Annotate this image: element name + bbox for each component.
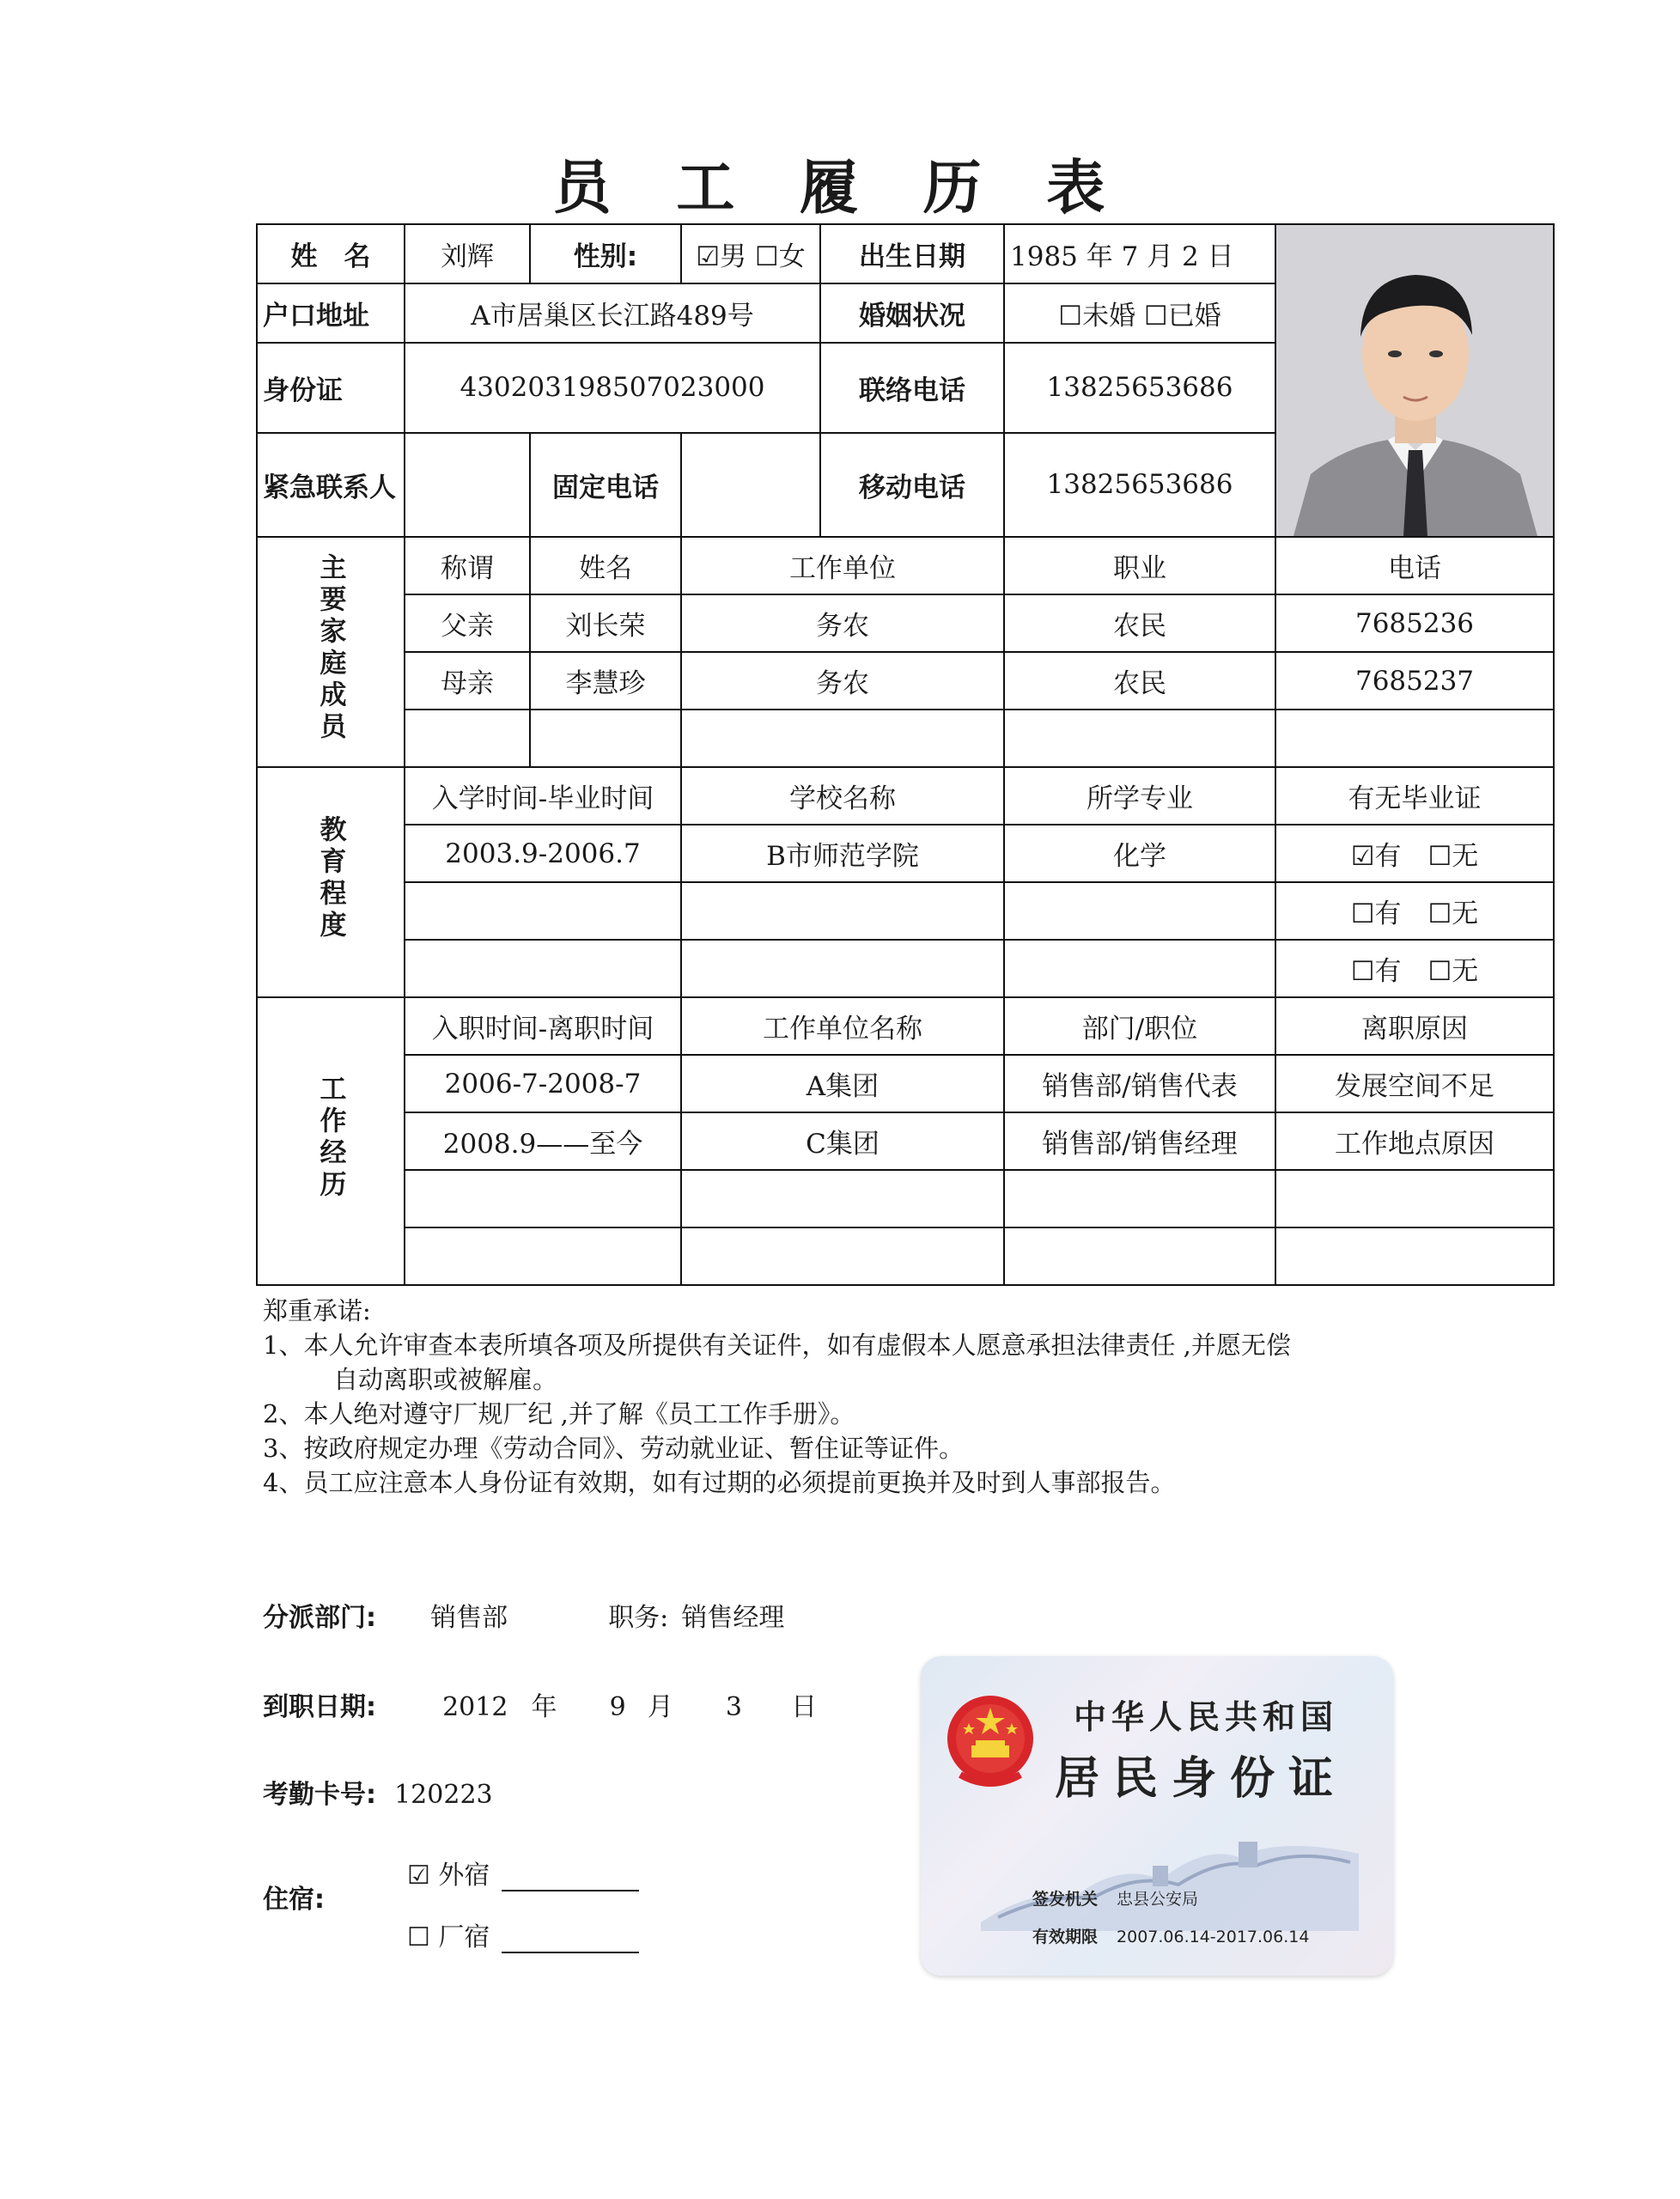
work-cell[interactable]	[405, 1170, 681, 1227]
work-cell[interactable]	[681, 1170, 1004, 1227]
family-cell[interactable]: 务农	[681, 594, 1004, 652]
id-card-title: 居民身份证	[1055, 1752, 1348, 1805]
lodging-in-row	[407, 1916, 639, 1953]
family-cell[interactable]: 7685236	[1275, 594, 1554, 652]
start-date-row	[263, 1685, 817, 1723]
table-row	[257, 882, 1554, 940]
family-header: 姓名	[530, 537, 681, 594]
lodging-label: 住宿:	[263, 1885, 325, 1915]
education-cell[interactable]: 2003.9-2006.7	[405, 825, 681, 882]
landline-label: 固定电话	[530, 433, 681, 537]
work-cell[interactable]: 2008.9——至今	[405, 1112, 681, 1170]
family-header: 电话	[1275, 537, 1554, 594]
contact-phone-value[interactable]: 13825653686	[1004, 343, 1275, 433]
education-section-cell	[257, 767, 405, 997]
month-unit: 月	[647, 1692, 673, 1722]
work-cell[interactable]	[1004, 1170, 1275, 1227]
work-cell[interactable]	[1275, 1227, 1554, 1285]
family-cell[interactable]: 农民	[1004, 652, 1275, 710]
id-card-issuer-row	[1032, 1886, 1198, 1910]
start-month[interactable]: 9	[609, 1692, 626, 1722]
education-cell[interactable]: B市师范学院	[681, 825, 1004, 882]
table-row	[257, 652, 1554, 710]
diploma-checkboxes[interactable]: ☐有 ☐无	[1275, 940, 1554, 997]
id-card-validity-label: 有效期限	[1032, 1928, 1099, 1946]
family-header: 工作单位	[681, 537, 1004, 594]
national-emblem-icon	[943, 1689, 1038, 1799]
work-header: 离职原因	[1275, 997, 1554, 1055]
family-cell[interactable]: 农民	[1004, 594, 1275, 652]
pledge-item: 自动离职或被解雇。	[333, 1365, 558, 1394]
education-header: 学校名称	[681, 767, 1004, 825]
lodging-out-row	[407, 1854, 639, 1891]
employee-photo	[1276, 225, 1553, 536]
pledge-item: 2、本人绝对遵守厂规厂纪 ,并了解《员工工作手册》。	[263, 1399, 855, 1428]
contact-phone-label: 联络电话	[820, 343, 1004, 433]
education-cell[interactable]	[681, 940, 1004, 997]
start-year[interactable]: 2012	[442, 1692, 508, 1722]
family-cell[interactable]: 7685237	[1275, 652, 1554, 710]
marital-label: 婚姻状况	[820, 283, 1004, 343]
name-label: 姓 名	[257, 224, 405, 283]
id-card-validity-row	[1032, 1924, 1309, 1947]
work-section-label: 工作经历	[314, 1074, 346, 1202]
marital-checkboxes[interactable]: ☐未婚 ☐已婚	[1004, 283, 1275, 343]
form-title: 员 工 履 历 表	[552, 155, 1128, 222]
emergency-label: 紧急联系人	[257, 433, 405, 537]
gender-checkboxes[interactable]: ☑男 ☐女	[681, 224, 820, 283]
id-card-issuer-label: 签发机关	[1032, 1890, 1099, 1909]
table-row	[257, 1055, 1554, 1112]
name-value[interactable]: 刘辉	[405, 224, 530, 283]
hukou-label: 户口地址	[257, 283, 405, 343]
pledge-item: 3、按政府规定办理《劳动合同》、劳动就业证、暂住证等证件。	[263, 1434, 964, 1463]
education-section-label: 教育程度	[314, 815, 346, 942]
family-section-label: 主要家庭成员	[314, 553, 346, 744]
table-row	[257, 825, 1554, 882]
table-row	[257, 710, 1554, 767]
work-cell[interactable]	[405, 1227, 681, 1285]
birth-label: 出生日期	[820, 224, 1004, 283]
work-cell[interactable]: 发展空间不足	[1275, 1055, 1554, 1112]
family-cell[interactable]: 父亲	[405, 594, 530, 652]
dept-row	[263, 1596, 784, 1634]
id-label: 身份证	[257, 343, 405, 433]
work-cell[interactable]: A集团	[681, 1055, 1004, 1112]
start-day[interactable]: 3	[725, 1692, 743, 1722]
card-value[interactable]: 120223	[394, 1780, 493, 1810]
family-section-cell	[257, 537, 405, 767]
table-row	[257, 1170, 1554, 1227]
education-cell[interactable]	[681, 882, 1004, 940]
family-cell[interactable]: 李慧珍	[530, 652, 681, 710]
landline-value[interactable]	[681, 433, 820, 537]
card-label: 考勤卡号:	[263, 1780, 376, 1810]
family-cell[interactable]	[405, 710, 530, 767]
work-header: 入职时间-离职时间	[405, 997, 681, 1055]
education-cell[interactable]	[1004, 940, 1275, 997]
emergency-value[interactable]	[405, 433, 530, 537]
education-header: 所学专业	[1004, 767, 1275, 825]
work-cell[interactable]	[1004, 1227, 1275, 1285]
pledge-heading: 郑重承诺:	[263, 1296, 371, 1325]
work-cell[interactable]	[681, 1227, 1004, 1285]
work-header: 工作单位名称	[681, 997, 1004, 1055]
table-row	[257, 1227, 1554, 1285]
dept-label: 分派部门:	[263, 1603, 376, 1633]
work-cell[interactable]: 工作地点原因	[1275, 1112, 1554, 1170]
diploma-checkboxes[interactable]: ☐有 ☐无	[1275, 882, 1554, 940]
birth-value[interactable]: 1985 年 7 月 2 日	[1004, 224, 1275, 283]
education-cell[interactable]: 化学	[1004, 825, 1275, 882]
family-header: 职业	[1004, 537, 1275, 594]
work-section-cell	[257, 997, 405, 1285]
work-cell[interactable]: 销售部/销售经理	[1004, 1112, 1275, 1170]
pledge-section	[263, 1294, 1291, 1500]
education-header: 有无毕业证	[1275, 767, 1554, 825]
mobile-value[interactable]: 13825653686	[1004, 433, 1275, 537]
dept-value[interactable]: 销售部	[430, 1603, 508, 1633]
work-cell[interactable]: 销售部/销售代表	[1004, 1055, 1275, 1112]
education-header: 入学时间-毕业时间	[405, 767, 681, 825]
family-cell[interactable]	[681, 710, 1004, 767]
start-date-label: 到职日期:	[263, 1692, 376, 1722]
family-cell[interactable]	[530, 710, 681, 767]
id-card-validity: 2007.06.14-2017.06.14	[1117, 1928, 1310, 1946]
pledge-item: 1、本人允许审查本表所填各项及所提供有关证件，如有虚假本人愿意承担法律责任 ,并愿无偿	[263, 1331, 1291, 1360]
id-card-issuer: 忠县公安局	[1117, 1890, 1199, 1909]
family-cell[interactable]	[1004, 710, 1275, 767]
id-card-image	[921, 1656, 1393, 1976]
table-row	[257, 940, 1554, 997]
family-cell[interactable]	[1275, 710, 1554, 767]
family-cell[interactable]: 母亲	[405, 652, 530, 710]
education-cell[interactable]	[405, 940, 681, 997]
education-cell[interactable]	[405, 882, 681, 940]
family-header: 称谓	[405, 537, 530, 594]
work-cell[interactable]: 2006-7-2008-7	[405, 1055, 681, 1112]
day-unit: 日	[791, 1692, 818, 1722]
position-label: 职务:	[608, 1603, 669, 1633]
hukou-value[interactable]: A市居巢区长江路489号	[405, 283, 820, 343]
lodging-in-line[interactable]	[502, 1928, 639, 1953]
table-row	[257, 1112, 1554, 1170]
table-row	[257, 594, 1554, 652]
family-cell[interactable]: 刘长荣	[530, 594, 681, 652]
lodging-in-checkbox[interactable]: ☐ 厂宿	[407, 1922, 490, 1952]
card-row	[263, 1773, 493, 1811]
work-cell[interactable]: C集团	[681, 1112, 1004, 1170]
year-unit: 年	[531, 1692, 557, 1722]
work-header: 部门/职位	[1004, 997, 1275, 1055]
position-value[interactable]: 销售经理	[681, 1603, 785, 1633]
family-cell[interactable]: 务农	[681, 652, 1004, 710]
education-cell[interactable]	[1004, 882, 1275, 940]
photo-cell	[1275, 224, 1554, 537]
id-value[interactable]: 430203198507023000	[405, 343, 820, 433]
mobile-label: 移动电话	[820, 433, 1004, 537]
pledge-item: 4、员工应注意本人身份证有效期，如有过期的必须提前更换并及时到人事部报告。	[263, 1468, 1176, 1497]
resume-table	[256, 223, 1555, 1286]
gender-label: 性别:	[530, 224, 681, 283]
lodging-out-line[interactable]	[502, 1866, 639, 1891]
great-wall-icon	[981, 1828, 1359, 1931]
work-cell[interactable]	[1275, 1170, 1554, 1227]
diploma-checkboxes[interactable]: ☑有 ☐无	[1275, 825, 1554, 882]
id-card-country: 中华人民共和国	[1074, 1697, 1339, 1736]
lodging-out-checkbox[interactable]: ☑ 外宿	[407, 1861, 490, 1891]
